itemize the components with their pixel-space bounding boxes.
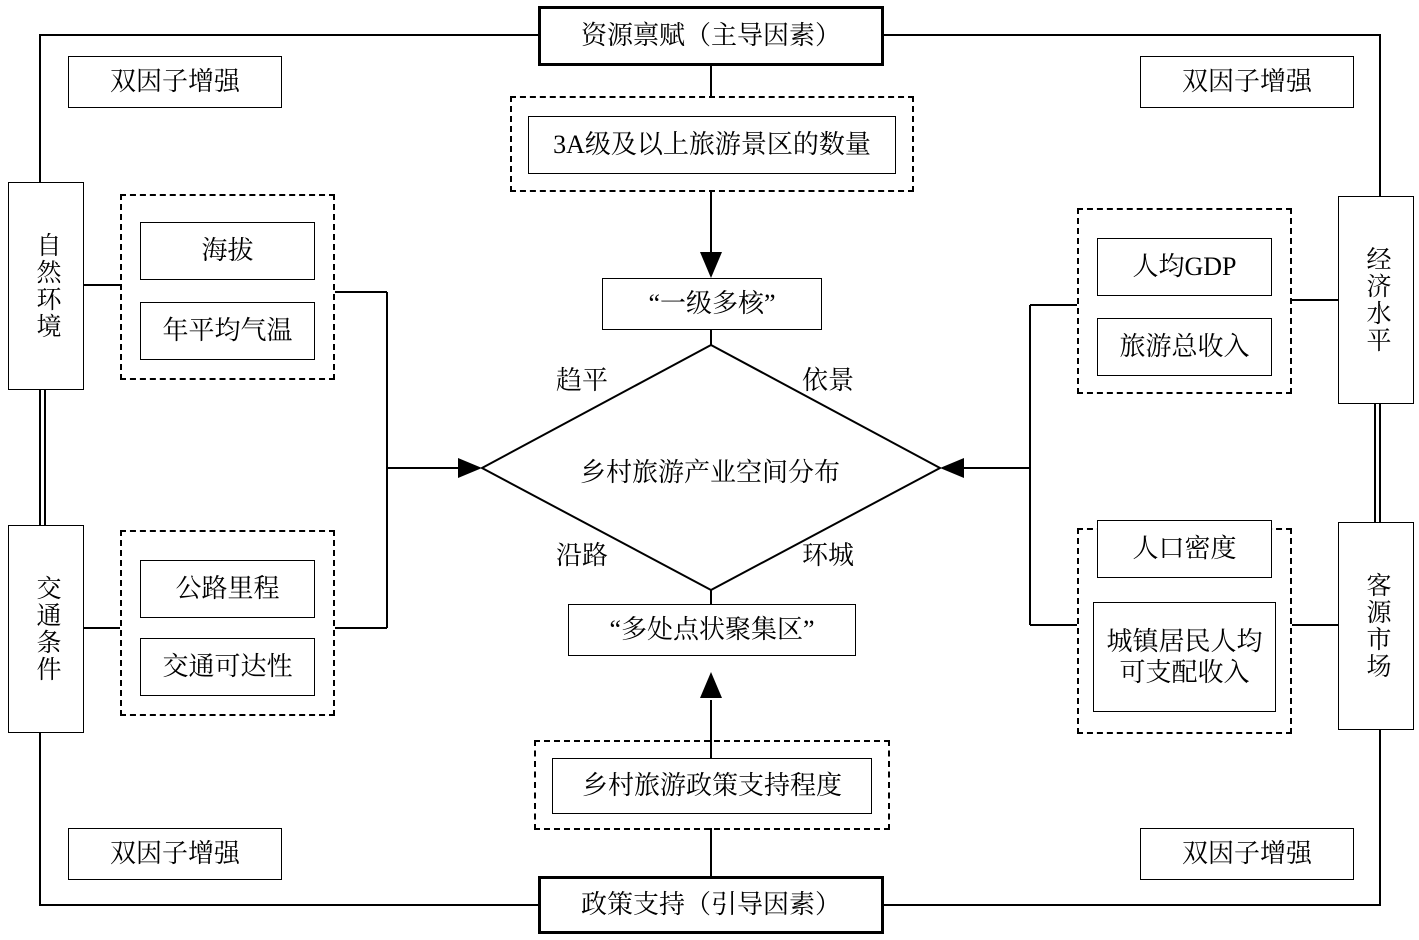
indicator-traffic-accessibility: 交通可达性 bbox=[140, 638, 315, 696]
node-resource-endowment-label: 资源禀赋（主导因素） bbox=[580, 21, 841, 51]
corner-label-bottom-left: 双因子增强 bbox=[68, 828, 282, 880]
center-label-spatial-distribution: 乡村旅游产业空间分布 bbox=[579, 458, 840, 487]
indicator-gdp-per-capita: 人均GDP bbox=[1097, 238, 1272, 296]
pillar-economic-level: 经济水平 bbox=[1338, 196, 1414, 404]
edge-label-bottom-left: 沿路 bbox=[556, 541, 609, 570]
indicator-urban-disposable-income: 城镇居民人均可支配收入 bbox=[1093, 602, 1276, 712]
edge-label-bottom-right: 环城 bbox=[802, 541, 855, 570]
indicator-altitude: 海拔 bbox=[140, 222, 315, 280]
factor-3a-scenic-spot-count: 3A级及以上旅游景区的数量 bbox=[528, 116, 896, 174]
edge-label-top-right: 依景 bbox=[802, 366, 855, 395]
node-policy-support-label: 政策支持（引导因素） bbox=[580, 890, 841, 920]
indicator-highway-mileage: 公路里程 bbox=[140, 560, 315, 618]
corner-label-top-left: 双因子增强 bbox=[68, 56, 282, 108]
edge-label-top-left: 趋平 bbox=[556, 366, 609, 395]
pillar-natural-environment: 自然环境 bbox=[8, 182, 84, 390]
indicator-population-density: 人口密度 bbox=[1097, 520, 1272, 578]
node-policy-support bbox=[538, 876, 884, 934]
result-multi-point-clusters: “多处点状聚集区” bbox=[568, 604, 856, 656]
indicator-annual-mean-temperature: 年平均气温 bbox=[140, 302, 315, 360]
corner-label-top-right: 双因子增强 bbox=[1140, 56, 1354, 108]
factor-rural-tourism-policy-support: 乡村旅游政策支持程度 bbox=[552, 758, 872, 814]
corner-label-bottom-right: 双因子增强 bbox=[1140, 828, 1354, 880]
indicator-total-tourism-revenue: 旅游总收入 bbox=[1097, 318, 1272, 376]
pillar-tourist-market: 客源市场 bbox=[1338, 522, 1414, 730]
pillar-traffic-conditions: 交通条件 bbox=[8, 525, 84, 733]
node-resource-endowment bbox=[538, 6, 884, 66]
result-one-level-multi-core: “一级多核” bbox=[602, 278, 822, 330]
